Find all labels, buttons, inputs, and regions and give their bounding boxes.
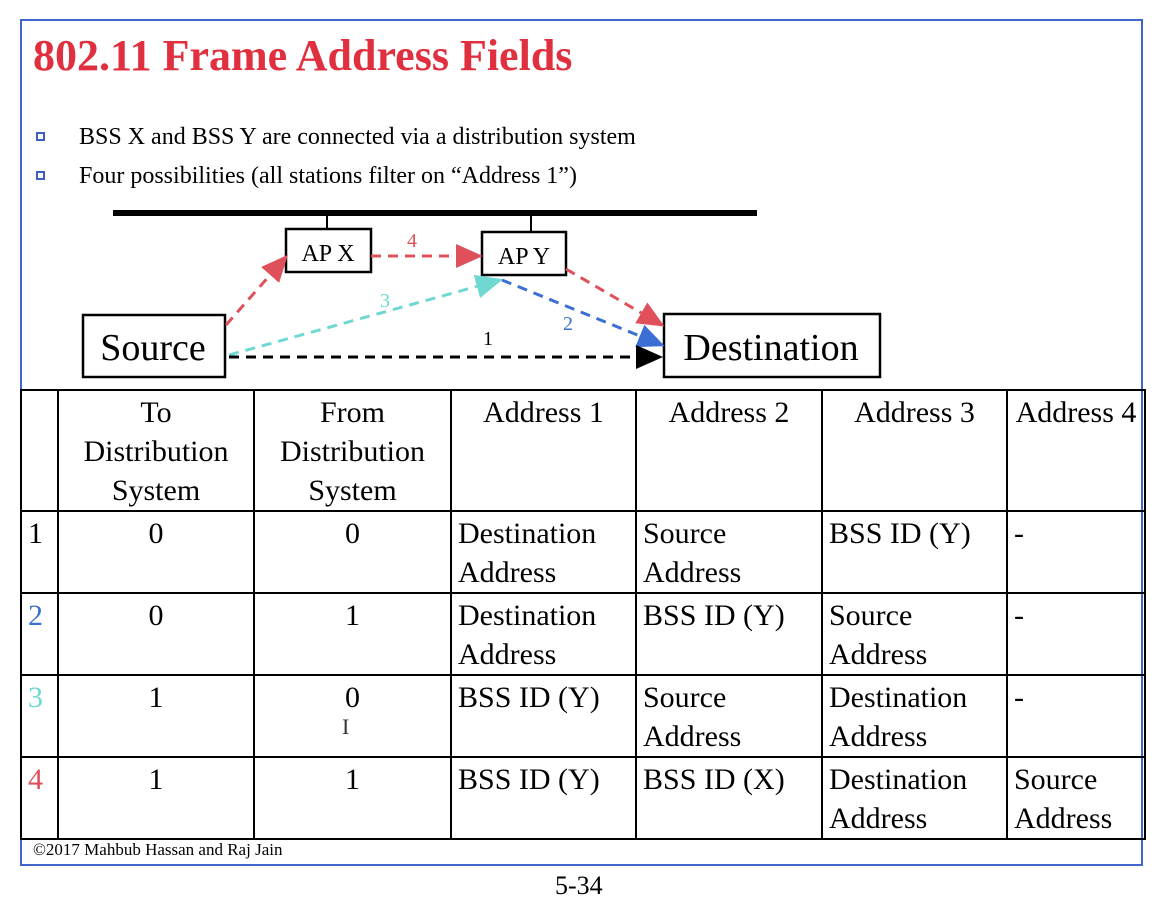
- table-row: [21, 511, 1145, 593]
- ap-y-label: AP Y: [497, 244, 551, 270]
- path-3-label: 3: [380, 290, 390, 312]
- bullet-text: Four possibilities (all stations filter on “Address 1”): [79, 163, 577, 189]
- ap-x-label: AP X: [301, 241, 355, 267]
- address-4-cell: -: [1007, 593, 1145, 675]
- address-3-cell: Source Address: [822, 593, 1007, 675]
- header-address-4: Address 4: [1007, 390, 1145, 511]
- path-4-segment-a: [226, 257, 286, 325]
- row-id-cell: 3: [21, 675, 58, 757]
- to-ds-cell: 1: [58, 757, 254, 839]
- address-fields-table: [20, 389, 1146, 840]
- address-4-cell: -: [1007, 675, 1145, 757]
- address-3-cell: Destination Address: [822, 675, 1007, 757]
- from-ds-cell: 0: [254, 675, 451, 757]
- to-ds-cell: 0: [58, 593, 254, 675]
- path-4-segment-c: [566, 269, 662, 325]
- row-id-cell: 1: [21, 511, 58, 593]
- address-3-cell: BSS ID (Y): [822, 511, 1007, 593]
- address-2-cell: Source Address: [636, 511, 822, 593]
- address-1-cell: Destination Address: [451, 511, 636, 593]
- copyright-footer: ©2017 Mahbub Hassan and Raj Jain: [33, 840, 283, 859]
- address-4-cell: -: [1007, 511, 1145, 593]
- address-1-cell: Destination Address: [451, 593, 636, 675]
- bullet-text: BSS X and BSS Y are connected via a distribution system: [79, 124, 636, 150]
- table-row: [21, 593, 1145, 675]
- path-4-label: 4: [407, 230, 417, 252]
- to-ds-cell: 1: [58, 675, 254, 757]
- header-address-1: Address 1: [451, 390, 636, 511]
- address-1-cell: BSS ID (Y): [451, 675, 636, 757]
- destination-node: [664, 314, 880, 377]
- slide-title: 802.11 Frame Address Fields: [33, 31, 573, 80]
- table-header-row: [21, 390, 1145, 511]
- page-number: 5-34: [555, 874, 603, 898]
- source-label: Source: [100, 327, 206, 369]
- header-address-2: Address 2: [636, 390, 822, 511]
- table-row: [21, 757, 1145, 839]
- header-address-3: Address 3: [822, 390, 1007, 511]
- path-2-arrow: [502, 280, 662, 345]
- address-1-cell: BSS ID (Y): [451, 757, 636, 839]
- ap-x-node: [286, 229, 371, 272]
- row-id-cell: 4: [21, 757, 58, 839]
- to-ds-cell: 0: [58, 511, 254, 593]
- from-ds-cell: 1: [254, 757, 451, 839]
- path-3-arrow: [229, 280, 500, 355]
- address-2-cell: BSS ID (X): [636, 757, 822, 839]
- row-id-cell: 2: [21, 593, 58, 675]
- path-2-label: 2: [563, 313, 573, 335]
- ap-y-node: [482, 232, 566, 275]
- text-cursor-icon: I: [342, 714, 350, 739]
- path-1-label: 1: [483, 328, 493, 350]
- address-4-cell: Source Address: [1007, 757, 1145, 839]
- header-to-ds: To Distribution System: [58, 390, 254, 511]
- header-from-ds: From Distribution System: [254, 390, 451, 511]
- destination-label: Destination: [683, 327, 859, 369]
- from-ds-cell: 0: [254, 511, 451, 593]
- address-3-cell: Destination Address: [822, 757, 1007, 839]
- address-2-cell: Source Address: [636, 675, 822, 757]
- network-diagram: [0, 0, 1174, 390]
- address-2-cell: BSS ID (Y): [636, 593, 822, 675]
- source-node: [83, 315, 225, 377]
- header-row-id: [21, 390, 58, 511]
- from-ds-cell: 1: [254, 593, 451, 675]
- table-row: [21, 675, 1145, 757]
